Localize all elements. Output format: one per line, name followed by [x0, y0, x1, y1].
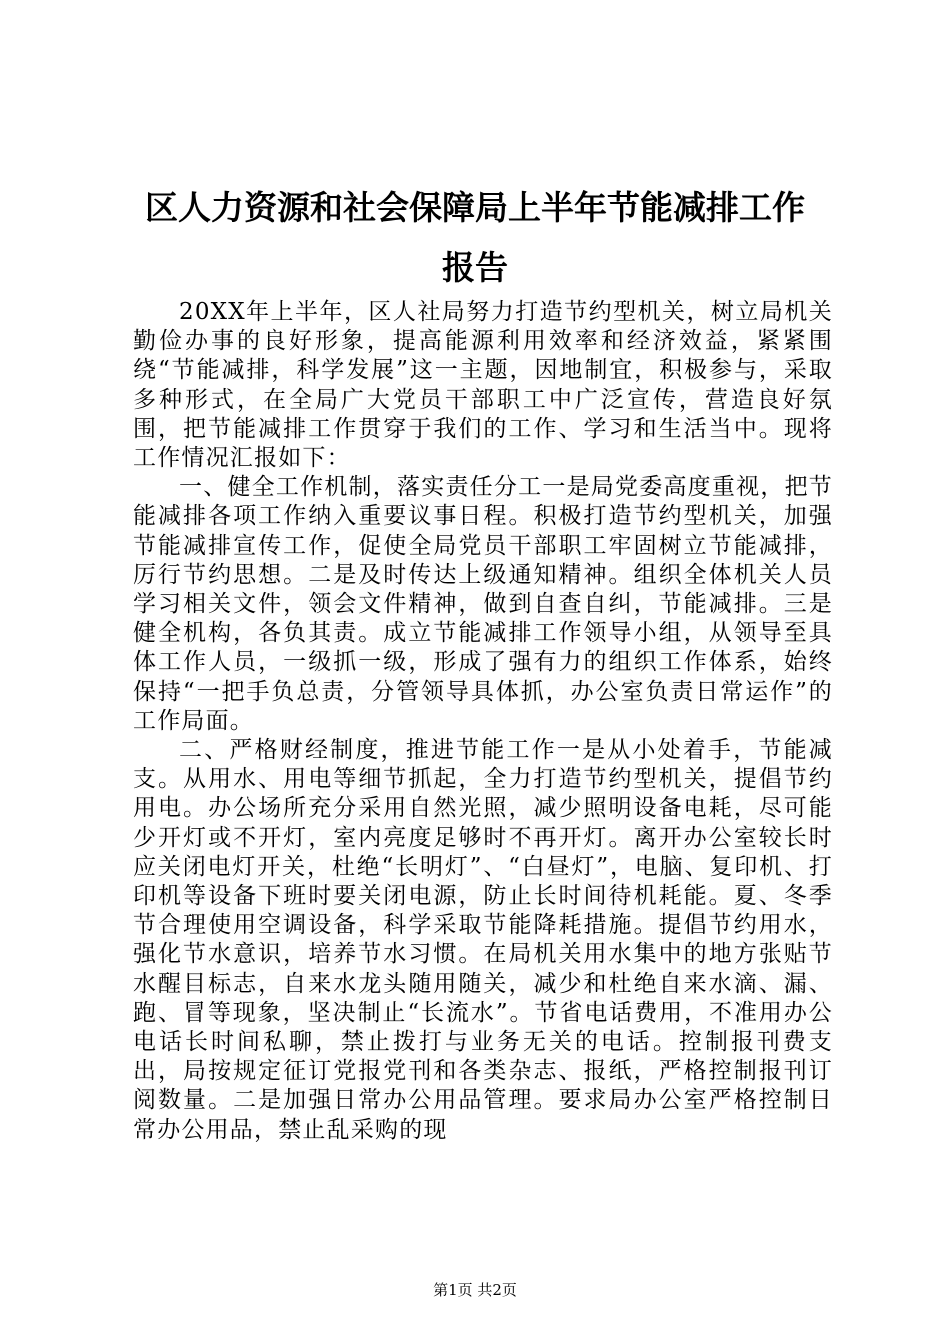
paragraph-section-1: 一、健全工作机制，落实责任分工一是局党委高度重视，把节能减排各项工作纳入重要议事日程。积极打造节约型机关，加强节能减排宣传工作，促使全局党员干部职工牢固树立节能减排，厉行节约思想。二是及时传达上级通知精神。组织全体机关人员学习相关文件，领会文件精神，做到自查自纠，节能减排。三是健全机构，各负其责。成立节能减排工作领导小组，从领导至具体工作人员，一级抓一级，形成了强有力的组织工作体系，始终保持“一把手负总责，分管领导具体抓，办公室负责日常运作”的工作局面。 [133, 474, 833, 734]
paragraph-section-2: 二、严格财经制度，推进节能工作一是从小处着手，节能减支。从用水、用电等细节抓起，全力打造节约型机关，提倡节约用电。办公场所充分采用自然光照，减少照明设备电耗，尽可能少开灯或不开灯，室内亮度足够时不再开灯。离开办公室较长时应关闭电灯开关，杜绝“长明灯”、“白昼灯”，电脑、复印机、打印机等设备下班时要关闭电源，防止长时间待机耗能。夏、冬季节合理使用空调设备，科学采取节能降耗措施。提倡节约用水，强化节水意识，培养节水习惯。在局机关用水集中的地方张贴节水醒目标志，自来水龙头随用随关，减少和杜绝自来水滴、漏、跑、冒等现象，坚决制止“长流水”。节省电话费用，不准用办公电话长时间私聊，禁止拨打与业务无关的电话。控制报刊费支出，局按规定征订党报党刊和各类杂志、报纸，严格控制报刊订阅数量。二是加强日常办公用品管理。要求局办公室严格控制日常办公用品，禁止乱采购的现 [133, 737, 833, 1143]
document-title-line2: 报告 [442, 248, 508, 287]
page-footer: 第1页 共2页 [433, 1281, 517, 1299]
paragraph-intro: 20XX年上半年，区人社局努力打造节约型机关，树立局机关勤俭办事的良好形象，提高能源利用效率和经济效益，紧紧围绕“节能减排，科学发展”这一主题，因地制宜，积极参与，采取多种形式，在全局广大党员干部职工中广泛宣传，营造良好氛围，把节能减排工作贯穿于我们的工作、学习和生活当中。现将工作情况汇报如下： [133, 299, 833, 472]
document-title-line1: 区人力资源和社会保障局上半年节能减排工作 [145, 188, 805, 227]
document-body [133, 298, 833, 1145]
